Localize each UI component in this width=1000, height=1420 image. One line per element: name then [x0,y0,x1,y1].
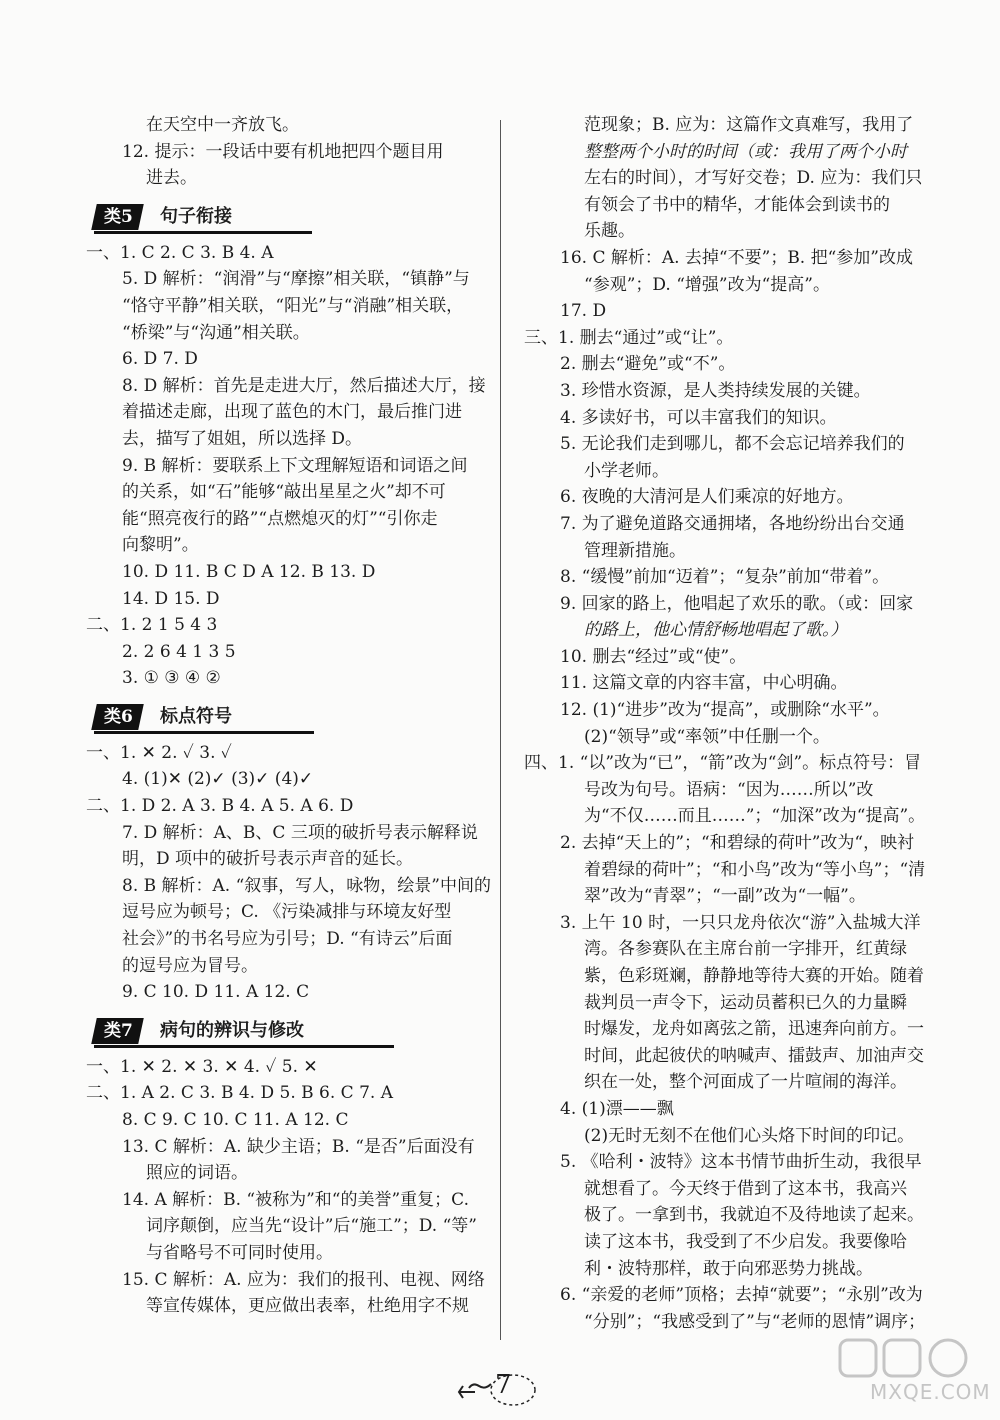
answer-line: 极了。一拿到书，我就迫不及待地读了起来。 [584,1205,924,1226]
answer-line: 的逗号应为冒号。 [122,955,258,976]
answer-line: “参观”；D. “增强”改为“提高”。 [584,274,830,295]
answer-line: 范现象；B. 应为：这篇作文真难写，我用了 [584,115,914,135]
section-heading [94,200,482,234]
answer-line: 就想看了。今天终于借到了这本书，我高兴 [584,1178,907,1199]
answer-line: 着描述走廊，出现了蓝色的木门，最后推门进 [122,402,462,423]
answer-line: 15. C 解析：A. 应为：我们的报刊、电视、网络 [122,1269,485,1290]
section-title: 句子衔接 [160,205,232,227]
answer-line: 2. 删去“避免”或“不”。 [560,354,736,375]
answer-line: 能“照亮夜行的路”“点燃熄灭的灯”“引你走 [122,508,438,529]
answer-line: 3. 上午 10 时，一只只龙舟依次“游”入盐城大洋 [560,912,921,933]
answer-line: 逗号应为顿号；C. 《污染减排与环境友好型 [122,902,452,923]
answer-line: 明，D 项中的破折号表示声音的延长。 [122,849,414,870]
answer-line: 照应的词语。 [146,1163,248,1184]
answer-line: 进去。 [146,168,197,189]
answer-line: 14. D 15. D [122,588,220,609]
answer-line: 10. D 11. B C D A 12. B 13. D [122,561,376,582]
answer-line: 裁判员一声令下，运动员蓄积已久的力量瞬 [584,992,907,1013]
answer-line: 左右的时间），才写好交卷；D. 应为：我们只 [584,168,923,189]
section-heading [94,1014,482,1048]
answer-line: 时间，此起彼伏的呐喊声、擂鼓声、加油声交 [584,1045,924,1066]
answer-line: 二、1. 2 1 5 4 3 [86,615,218,636]
answer-line: 与省略号不可同时使用。 [146,1242,333,1263]
answer-line: 二、1. D 2. A 3. B 4. A 5. A 6. D [86,796,354,817]
answer-line: 14. A 解析：B. “被称为”和“的美誉”重复；C. [122,1189,469,1210]
answer-line: 乐趣。 [584,221,635,242]
answer-line: 8. C 9. C 10. C 11. A 12. C [122,1110,349,1130]
answer-line: 12. (1)“进步”改为“提高”，或删除“水平”。 [560,700,890,721]
answer-line: 翠”改为“青翠”；“一副”改为“一幅”。 [584,886,866,907]
answer-line: 4. (1)✕ (2)✓ (3)✓ (4)✓ [122,769,314,790]
answer-line: 一、1. ✕ 2. ✓ 3. ✓ [86,742,232,763]
answer-line: 二、1. A 2. C 3. B 4. D 5. B 6. C 7. A [86,1083,393,1104]
answer-line: 时爆发，龙舟如离弦之箭，迅速奔向前方。一 [584,1019,924,1040]
answer-line: “桥梁”与“沟通”相关联。 [122,322,310,343]
answer-line: “恪守平静”相关联，“阳光”与“消融”相关联， [122,295,464,316]
answer-line: 4. (1)漂——飘 [560,1098,674,1119]
section-heading [94,700,482,734]
answer-line: 6. 夜晚的大清河是人们乘凉的好地方。 [560,487,854,508]
page-number-ornament [455,1368,545,1408]
answer-line: 小学老师。 [584,460,669,481]
answer-line: 一、1. C 2. C 3. B 4. A [86,242,274,263]
left-column [82,112,491,1320]
answer-line: 社会》”的书名号应为引号；D. “有诗云”后面 [122,929,453,950]
answer-line: 向黎明”。 [122,535,199,556]
answer-line: 11. 这篇文章的内容丰富，中心明确。 [560,673,848,694]
answer-line: 号改为句号。语病：“因为……所以”改 [584,779,874,800]
watermark [830,1336,991,1406]
answer-line: (2)无时无刻不在他们心头烙下时间的印记。 [584,1125,915,1146]
answer-line: 8. B 解析：A. “叙事，写人，咏物，绘景”中间的 [122,875,491,896]
answer-line: 为“不仅……而且……”；“加深”改为“提高”。 [584,806,926,827]
answer-line: 4. 多读好书，可以丰富我们的知识。 [560,407,837,428]
section-badge: 类7 [91,1018,143,1044]
section-underline [94,1045,394,1048]
answer-line: 5. 无论我们走到哪儿，都不会忘记培养我们的 [560,434,905,455]
page-number: 7 [495,1370,512,1400]
answer-line: 去，描写了姐姐，所以选择 D。 [122,428,363,449]
answer-line: 7. 为了避免道路交通拥堵，各地纷纷出台交通 [560,513,905,534]
answer-line: 12. 提示：一段话中要有机地把四个题目用 [122,141,444,162]
section-underline [94,231,312,234]
answer-line: 管理新措施。 [584,540,686,561]
answer-line: 6. D 7. D [122,349,198,370]
section-title: 标点符号 [160,705,232,727]
answer-line: 6. “亲爱的老师”顶格；去掉“就要”；“永别”改为 [560,1285,923,1306]
answer-line: 着碧绿的荷叶”；“和小鸟”改为“等小鸟”；“清 [584,859,926,880]
answer-line: “分别”；“我感受到了”与“老师的恩情”调序； [584,1311,926,1332]
section-badge: 类6 [91,704,143,730]
answer-line: 3. ① ③ ④ ② [122,668,221,689]
answer-line: 湾。各参赛队在主席台前一字排开，红黄绿 [584,939,907,960]
section-badge: 类5 [91,204,143,230]
answer-line: 四、1. “以”改为“已”，“箭”改为“剑”。标点符号：冒 [524,753,922,774]
answer-line: 利・波特那样，敢于向邪恶势力挑战。 [584,1258,873,1279]
answer-line: 9. C 10. D 11. A 12. C [122,982,310,1003]
answer-line: 在天空中一齐放飞。 [146,115,299,135]
answer-line: 8. “缓慢”前加“迈着”；“复杂”前加“带着”。 [560,567,890,588]
answer-line: 3. 珍惜水资源，是人类持续发展的关键。 [560,380,871,401]
answer-line: 9. 回家的路上，他唱起了欢乐的歌。（或：回家 [560,593,914,614]
answer-line: 的关系，如“石”能够“敲出星星之火”却不可 [122,482,446,503]
section-underline [94,731,314,734]
answer-line: 2. 去掉“天上的”；“和碧绿的荷叶”改为“，映衬 [560,833,915,854]
answer-line: 2. 2 6 4 1 3 5 [122,641,236,662]
answer-line: 16. C 解析：A. 去掉“不要”；B. 把“参加”改成 [560,247,913,268]
right-column [520,112,930,1335]
answer-line: 一、1. ✕ 2. ✕ 3. ✕ 4. ✓ 5. ✕ [86,1056,318,1077]
answer-line: 7. D 解析：A、B、C 三项的破折号表示解释说 [122,822,478,843]
answer-line: 17. D [560,301,607,322]
section-title: 病句的辨识与修改 [160,1019,304,1041]
answer-line: (2)“领导”或“率领”中任删一个。 [584,726,830,747]
answer-line: 三、1. 删去“通过”或“让”。 [524,327,734,348]
answer-line: 9. B 解析：要联系上下文理解短语和词语之间 [122,455,468,476]
answer-line: 整整两个小时的时间（或：我用了两个小时 [584,141,907,162]
answer-line: 13. C 解析：A. 缺少主语；B. “是否”后面没有 [122,1136,475,1157]
answer-line: 等宣传媒体，更应做出表率，杜绝用字不规 [146,1296,469,1317]
answer-line: 织在一处，整个河面成了一片喧闹的海洋。 [584,1072,907,1093]
answer-line: 读了这本书，我受到了不少启发。我要像哈 [584,1231,907,1252]
answer-line: 8. D 解析：首先是走进大厅，然后描述大厅，接 [122,375,486,396]
watermark-text: MXQE.COM [870,1380,991,1404]
answer-line: 有领会了书中的精华，才能体会到读书的 [584,194,890,215]
answer-line: 10. 删去“经过”或“使”。 [560,646,747,667]
answer-line: 5. 《哈利・波特》这本书情节曲折生动，我很早 [560,1152,922,1173]
answer-line: 的路上，他心情舒畅地唱起了歌。） [584,620,848,641]
answer-line: 紫，色彩斑斓，静静地等待大赛的开始。随着 [584,966,924,986]
answer-line: 5. D 解析：“润滑”与“摩擦”相关联，“镇静”与 [122,269,470,290]
watermark-logo-icon [830,1336,980,1386]
answer-line: 词序颠倒，应当先“设计”后“施工”；D. “等” [146,1216,477,1237]
column-divider [500,120,501,1340]
